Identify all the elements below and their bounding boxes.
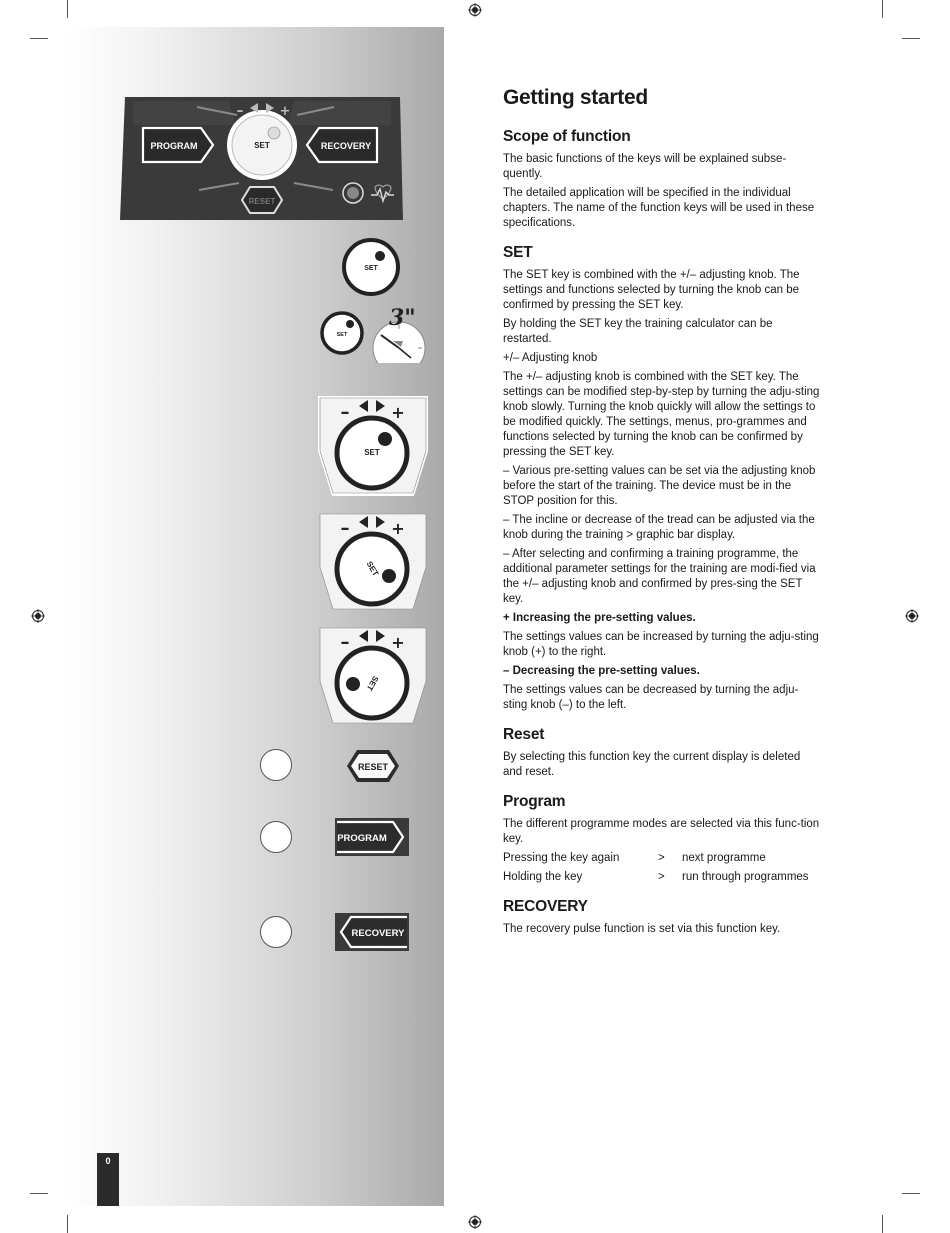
paragraph: The SET key is combined with the +/– adjusting knob. The settings and functions selected by turning the knob can be confirmed by pressing the SET key. [503,269,800,311]
plus-label: + [391,403,405,422]
set-label-small: SET [336,332,348,338]
crop-mark [902,1193,920,1194]
crop-mark [67,0,68,18]
paragraph: – Various pre-setting values can be set via the adjusting knob before the start of the training. The device must be in the STOP position for this. [503,465,816,507]
paragraph: – After selecting and confirming a training programme, the additional parameter settings for the training are modi-fied via the +/– adjusting knob and confirmed by pres-sing the SET key. [503,548,816,605]
minus-label: – [340,518,350,539]
plus-label: + [279,104,291,119]
registration-mark-icon [905,609,919,623]
recovery-key-illustration [335,913,409,951]
minus-label: – [340,632,350,653]
set-key-label: SET [254,141,270,150]
paragraph: The settings values can be increased by turning the adju-sting knob (+) to the right. [503,631,819,658]
section-title-program: Program [503,793,566,810]
crop-mark [30,1193,48,1194]
paragraph: The detailed application will be specified in the individual chapters. The name of the function keys will be used in these specifications. [503,187,815,229]
plus-label: + [391,519,405,538]
paragraph: The basic functions of the keys will be explained subse-quently. [503,153,787,180]
paragraph: The +/– adjusting knob is combined with the SET key. The settings can be modified step-by-step by turning the adju-sting knob slowly. Turning the knob quickly will allow the settings to be modified quickly. The settings, menus, pro-grammes and functions selected by turning the knob can be confirmed by pressing the SET key. [503,371,820,458]
paragraph: +/– Adjusting knob [503,352,598,364]
registration-mark-icon [468,1215,482,1229]
recovery-key-label: RECOVERY [320,141,372,151]
bold-subheading: + Increasing the pre-setting values. [503,612,696,624]
paragraph: – The incline or decrease of the tread can be adjusted via the knob during the training > graphic bar display. [503,514,815,541]
console-illustration [119,95,404,222]
text-column [503,80,821,941]
row-result: next programme [682,852,766,864]
section-title-recovery: RECOVERY [503,898,588,915]
paragraph: The different programme modes are selected via this func-tion key. [503,818,820,845]
set-label: SET [364,448,380,457]
set-key-press-illustration [341,237,401,297]
reset-key-label: RESET [248,197,276,206]
set-label: SET [364,559,381,578]
set-label: SET [364,674,381,693]
program-key-label: PROGRAM [150,141,198,151]
row-separator: > [658,852,665,864]
reset-label: RESET [357,762,389,772]
paragraph: By selecting this function key the current display is deleted and reset. [503,751,801,778]
three-second-label: 3" [389,305,416,331]
row-separator: > [658,871,665,883]
reset-key-illustration [345,748,401,784]
set-key-hold-illustration [319,303,429,363]
adjusting-knob-illustration [318,396,428,496]
program-row [503,870,821,885]
program-label: PROGRAM [337,833,387,844]
program-row [503,851,821,866]
adjusting-knob-right-illustration [318,512,428,612]
row-action: Pressing the key again [503,852,620,864]
row-action: Holding the key [503,871,583,883]
section-title-set: SET [503,244,533,261]
section-title-reset: Reset [503,726,545,743]
crop-mark [67,1215,68,1233]
recovery-callout-circle [260,916,292,948]
bold-subheading: – Decreasing the pre-setting values. [503,665,700,677]
program-key-illustration [335,818,409,856]
adjusting-knob-left-illustration [318,626,428,726]
row-result: run through programmes [682,871,809,883]
registration-mark-icon [468,3,482,17]
crop-mark [902,38,920,39]
crop-mark [882,0,883,18]
crop-mark [30,38,48,39]
paragraph: By holding the SET key the training calculator can be restarted. [503,318,773,345]
section-title-scope: Scope of function [503,128,631,145]
page-number-tab [97,1153,119,1206]
paragraph: The settings values can be decreased by turning the adju-sting knob (–) to the left. [503,684,799,711]
registration-mark-icon [31,609,45,623]
program-callout-circle [260,821,292,853]
reset-callout-circle [260,749,292,781]
crop-mark [882,1215,883,1233]
recovery-label: RECOVERY [351,928,405,939]
page-number: 0 [105,1156,111,1166]
minus-label: – [340,402,350,423]
set-label: SET [364,265,378,272]
page-title: Getting started [503,86,648,109]
plus-label: + [391,633,405,652]
paragraph: The recovery pulse function is set via this function key. [503,923,781,935]
minus-label: – [236,103,244,119]
